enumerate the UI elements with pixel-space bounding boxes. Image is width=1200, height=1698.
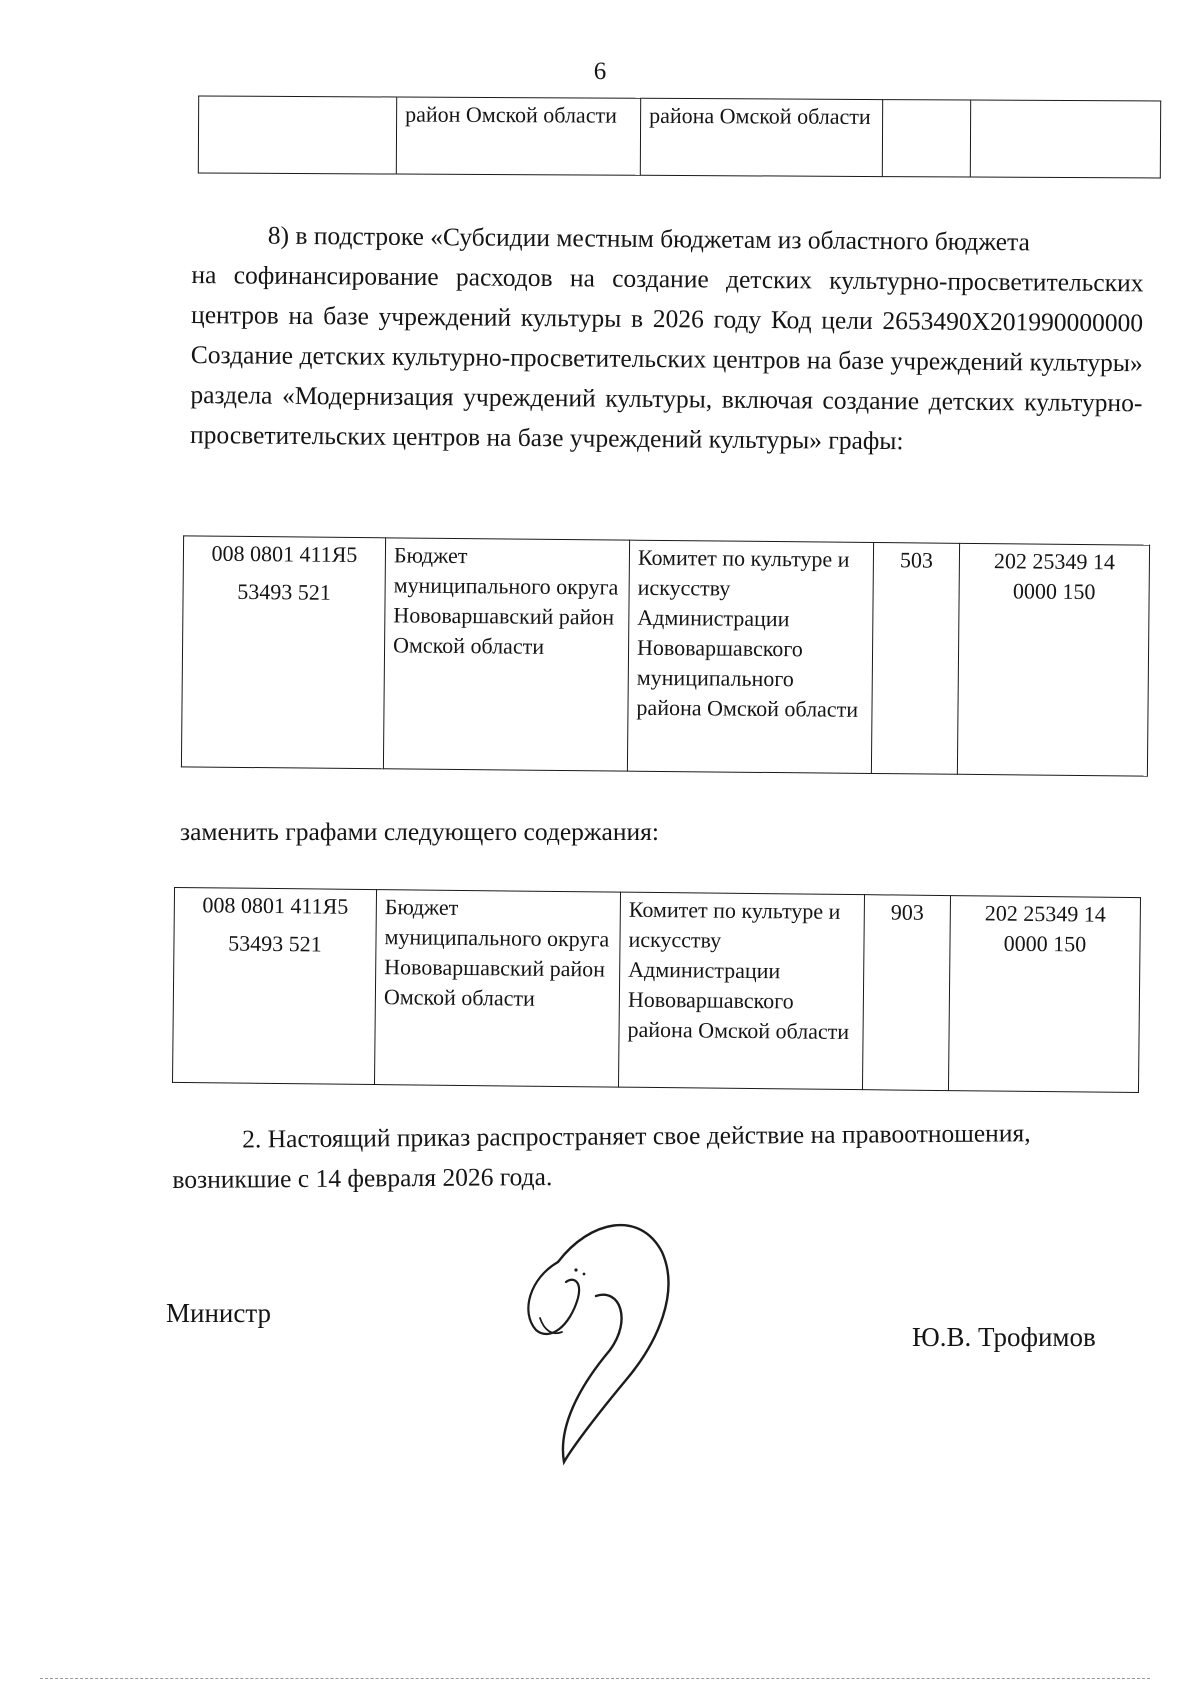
handwritten-signature	[500, 1200, 680, 1470]
kbk-line: 202 25349 14	[984, 900, 1106, 927]
kbk-cell	[957, 543, 1149, 776]
number-cell: 503	[871, 542, 959, 774]
table-cell: район Омской области	[396, 97, 640, 175]
clause-2-text: возникшие с 14 февраля 2026 года.	[172, 1162, 553, 1194]
paragraph-8	[190, 215, 1144, 463]
budget-cell: Бюджет муниципального округа Нововаршавский район Омской области	[383, 538, 629, 771]
kbk-cell	[948, 896, 1140, 1093]
paragraph-8-first-line: 8) в подстроке «Субсидии местным бюджетам из областного бюджета	[267, 220, 1030, 257]
code-cell	[181, 536, 385, 769]
code-line: 008 0801 411Я5	[202, 892, 349, 919]
budget-cell: Бюджет муниципального округа Нововаршавский район Омской области	[374, 890, 620, 1088]
clause-2	[172, 1113, 1123, 1200]
table-cell	[198, 96, 396, 174]
clause-2-first-line: 2. Настоящий приказ распространяет свое действие на правоотношения,	[242, 1118, 1031, 1154]
kbk-line: 202 25349 14	[993, 548, 1116, 575]
table-row	[181, 536, 1149, 776]
code-line: 53493 521	[237, 578, 331, 605]
administrator-cell: Комитет по культуре и искусству Администрации Нововаршавского муниципального района Омской области	[627, 540, 873, 773]
table-cell	[882, 100, 970, 177]
table-row	[173, 887, 1141, 1092]
code-line: 008 0801 411Я5	[211, 540, 358, 568]
number-cell: 903	[862, 895, 950, 1091]
continued-table	[198, 95, 1161, 178]
kbk-line: 0000 150	[1012, 578, 1096, 605]
signer-name: Ю.В. Трофимов	[912, 1322, 1096, 1352]
table-cell	[970, 100, 1160, 178]
table-row	[198, 96, 1160, 178]
code-line: 53493 521	[228, 930, 322, 957]
minister-label: Министр	[166, 1298, 271, 1328]
code-cell	[173, 887, 377, 1084]
table-cell: района Омской области	[640, 98, 882, 176]
paragraph-8-text: на софинансирование расходов на создание детских культурно-просветительских центров на базе учреждений культуры в 2026 году Код цели 2653490X201990000000 Создание детских культурно-просветительских центров на базе учреждений культуры» раздела «Модернизация учреждений культуры, включая создание детских культурно-просветительских центров на базе учреждений культуры» графы:	[189, 259, 1144, 456]
kbk-line: 0000 150	[1003, 930, 1087, 957]
page-number: 6	[593, 58, 607, 85]
new-columns-table	[172, 887, 1141, 1093]
administrator-cell: Комитет по культуре и искусству Администрации Нововаршавского района Омской области	[618, 892, 864, 1090]
replace-text: заменить графами следующего содержания:	[180, 817, 659, 846]
scan-edge-divider	[40, 1678, 1150, 1679]
old-columns-table	[181, 535, 1150, 776]
